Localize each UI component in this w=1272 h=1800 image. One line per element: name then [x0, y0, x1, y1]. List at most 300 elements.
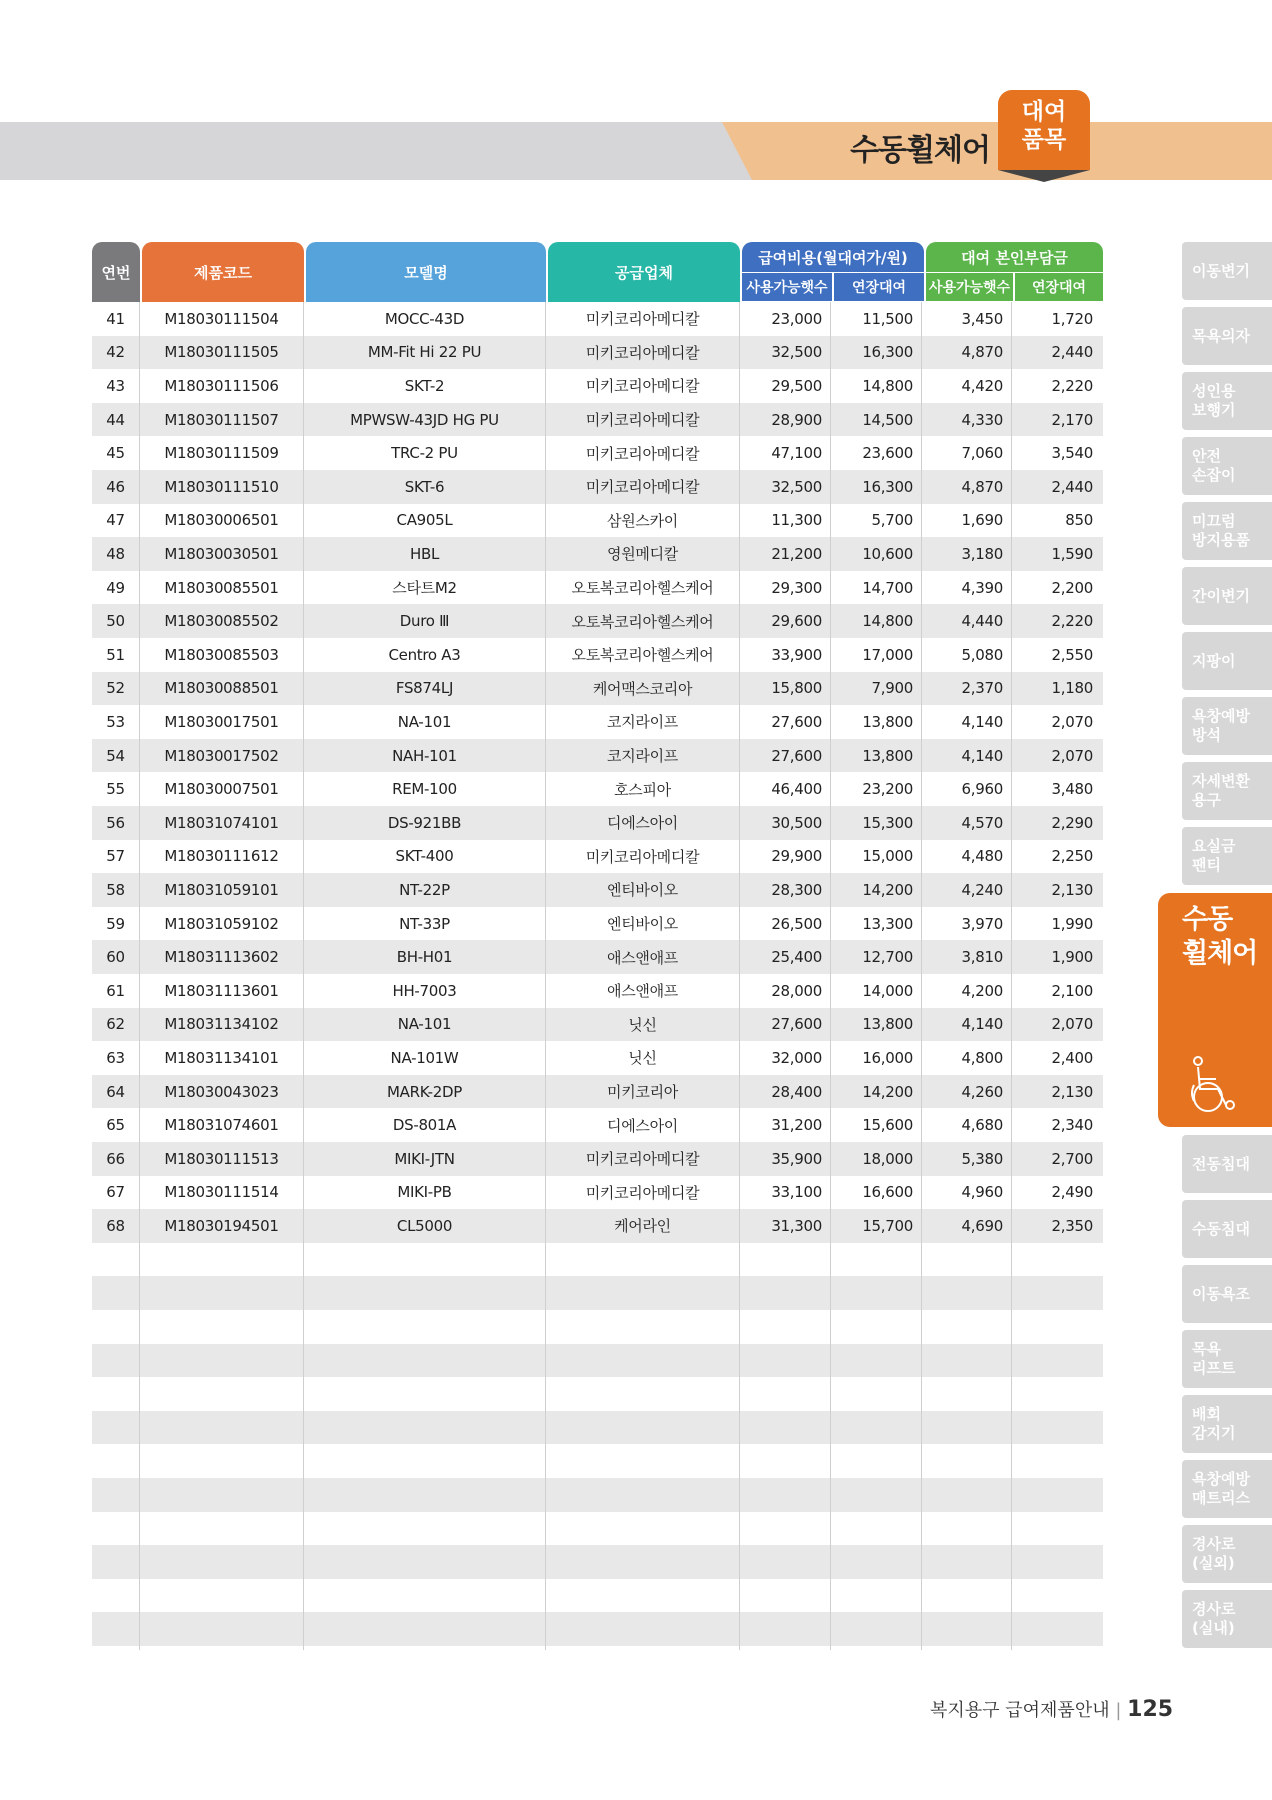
cell-supplier: 오토복코리아헬스케어	[571, 579, 714, 598]
cell-code: M18030111612	[164, 847, 279, 866]
cell-index: 65	[106, 1116, 125, 1135]
cell-copay-avail: 5,080	[961, 645, 1003, 664]
cell-supplier: 미키코리아메디칼	[585, 310, 700, 329]
sidebar-item[interactable]	[1182, 827, 1272, 885]
cell-index: 55	[106, 780, 125, 799]
cell-benefit-ext: 14,800	[862, 612, 913, 631]
cell-supplier: 코지라이프	[607, 747, 678, 766]
cell-copay-ext: 2,170	[1051, 410, 1093, 429]
page-title: 수동휠체어	[850, 133, 990, 168]
cell-benefit-ext: 14,200	[862, 1082, 913, 1101]
cell-copay-avail: 4,800	[961, 1048, 1003, 1067]
table-row	[92, 1108, 1103, 1142]
cell-model: Centro A3	[388, 645, 461, 664]
cell-code: M18030111505	[164, 343, 279, 362]
sidebar-item[interactable]	[1182, 1460, 1272, 1518]
cell-benefit-ext: 15,300	[862, 813, 913, 832]
cell-benefit-ext: 13,800	[862, 746, 913, 765]
table-row	[92, 974, 1103, 1008]
cell-index: 66	[106, 1149, 125, 1168]
cell-copay-ext: 2,440	[1051, 343, 1093, 362]
cell-model: DS-801A	[392, 1116, 457, 1135]
cell-model: NT-22P	[399, 880, 450, 899]
cell-index: 54	[106, 746, 125, 765]
cell-benefit-avail: 28,900	[771, 410, 822, 429]
cell-benefit-avail: 21,200	[771, 544, 822, 563]
cell-benefit-ext: 14,200	[862, 880, 913, 899]
cell-benefit-ext: 18,000	[862, 1149, 913, 1168]
sidebar-item-active[interactable]	[1158, 893, 1272, 1127]
cell-benefit-avail: 35,900	[771, 1149, 822, 1168]
column-divider	[739, 302, 740, 1650]
cell-code: M18030111504	[164, 309, 279, 328]
table-row	[92, 369, 1103, 403]
cell-benefit-ext: 10,600	[862, 544, 913, 563]
cell-index: 63	[106, 1048, 125, 1067]
cell-copay-ext: 850	[1065, 511, 1093, 530]
cell-index: 57	[106, 847, 125, 866]
cell-copay-ext: 2,100	[1051, 981, 1093, 1000]
sidebar-item-label: 지팡이	[1192, 651, 1236, 670]
cell-model: SKT-6	[404, 477, 445, 496]
tag-tail	[998, 170, 1090, 182]
sidebar-active-label: 수동 휠체어	[1182, 904, 1258, 969]
cell-benefit-avail: 31,300	[771, 1216, 822, 1235]
table-row	[92, 1243, 1103, 1277]
cell-copay-avail: 4,260	[961, 1082, 1003, 1101]
sidebar-item-label: 목욕의자	[1192, 326, 1250, 345]
cell-supplier: 닛신	[628, 1049, 657, 1068]
page-number: 125	[1127, 1697, 1174, 1722]
table-row	[92, 302, 1103, 336]
cell-code: M18030111513	[164, 1149, 279, 1168]
cell-benefit-avail: 31,200	[771, 1116, 822, 1135]
cell-supplier: 미키코리아메디칼	[585, 847, 700, 866]
table-row	[92, 1008, 1103, 1042]
cell-copay-avail: 3,970	[961, 914, 1003, 933]
cell-copay-avail: 4,440	[961, 612, 1003, 631]
table-row	[92, 1310, 1103, 1344]
cell-index: 47	[106, 511, 125, 530]
cell-benefit-ext: 15,000	[862, 847, 913, 866]
sidebar-item-label: 욕창예방 방석	[1192, 707, 1250, 744]
cell-index: 62	[106, 1015, 125, 1034]
cell-code: M18031059102	[164, 914, 279, 933]
cell-code: M18030007501	[164, 780, 279, 799]
sidebar-item-label: 욕창예방 매트리스	[1192, 1470, 1250, 1507]
cell-model: NAH-101	[392, 746, 457, 765]
cell-benefit-avail: 27,600	[771, 1015, 822, 1034]
cell-supplier: 미키코리아메디칼	[585, 478, 700, 497]
wheelchair-icon	[1188, 1055, 1240, 1113]
cell-index: 53	[106, 712, 125, 731]
cell-supplier: 영원메디칼	[607, 545, 678, 564]
cell-copay-avail: 3,810	[961, 948, 1003, 967]
cell-benefit-avail: 47,100	[771, 444, 822, 463]
column-divider	[1011, 302, 1012, 1650]
cell-copay-avail: 4,960	[961, 1183, 1003, 1202]
cell-code: M18031074601	[164, 1116, 279, 1135]
cell-copay-avail: 4,140	[961, 1015, 1003, 1034]
cell-supplier: 애스앤애프	[607, 982, 678, 1001]
table-row	[92, 504, 1103, 538]
sidebar-item[interactable]	[1182, 502, 1272, 560]
cell-supplier: 미키코리아메디칼	[585, 1183, 700, 1202]
sidebar-item-label: 목욕 리프트	[1192, 1340, 1236, 1377]
table-row	[92, 1209, 1103, 1243]
cell-code: M18030017501	[164, 712, 279, 731]
col-header-code: 제품코드	[142, 242, 304, 302]
cell-code: M18030111507	[164, 410, 279, 429]
table-row	[92, 1579, 1103, 1613]
category-tag-label	[998, 98, 1090, 154]
cell-copay-ext: 2,250	[1051, 847, 1093, 866]
cell-index: 42	[106, 343, 125, 362]
cell-model: MIKI-PB	[397, 1183, 452, 1202]
table-row	[92, 1041, 1103, 1075]
sidebar-item[interactable]	[1182, 1135, 1272, 1193]
cell-model: MM-Fit Hi 22 PU	[367, 343, 482, 362]
sidebar-item[interactable]	[1182, 307, 1272, 365]
cell-index: 49	[106, 578, 125, 597]
cell-copay-avail: 3,180	[961, 544, 1003, 563]
cell-index: 59	[106, 914, 125, 933]
sidebar-item[interactable]	[1182, 567, 1272, 625]
col-header-copay: 대여 본인부담금	[926, 242, 1103, 272]
sidebar-item[interactable]	[1182, 1265, 1272, 1323]
table-row	[92, 1344, 1103, 1378]
cell-copay-avail: 4,570	[961, 813, 1003, 832]
cell-supplier: 미키코리아메디칼	[585, 411, 700, 430]
cell-index: 45	[106, 444, 125, 463]
cell-supplier: 오토복코리아헬스케어	[571, 612, 714, 631]
sidebar-item-label: 이동변기	[1192, 261, 1250, 280]
sidebar-item[interactable]	[1182, 1525, 1272, 1583]
sidebar-item[interactable]	[1182, 437, 1272, 495]
cell-code: M18030111506	[164, 376, 279, 395]
cell-supplier: 케어라인	[614, 1217, 671, 1236]
cell-supplier: 미키코리아메디칼	[585, 1150, 700, 1169]
cell-copay-avail: 4,240	[961, 880, 1003, 899]
table-row	[92, 336, 1103, 370]
cell-copay-ext: 2,220	[1051, 376, 1093, 395]
cell-benefit-ext: 13,300	[862, 914, 913, 933]
table-row	[92, 1276, 1103, 1310]
sidebar-item-label: 자세변환 용구	[1192, 772, 1250, 809]
cell-copay-ext: 3,480	[1051, 780, 1093, 799]
cell-benefit-avail: 28,400	[771, 1082, 822, 1101]
sidebar-item-label: 배회 감지기	[1192, 1405, 1236, 1442]
cell-copay-avail: 2,370	[961, 679, 1003, 698]
cell-index: 61	[106, 981, 125, 1000]
sidebar-item[interactable]	[1182, 1590, 1272, 1648]
cell-copay-ext: 1,900	[1051, 948, 1093, 967]
cell-model: CL5000	[396, 1216, 453, 1235]
cell-benefit-avail: 23,000	[771, 309, 822, 328]
cell-copay-ext: 1,590	[1051, 544, 1093, 563]
cell-supplier: 애스앤애프	[607, 948, 678, 967]
cell-copay-ext: 1,720	[1051, 309, 1093, 328]
cell-index: 58	[106, 880, 125, 899]
cell-benefit-ext: 7,900	[871, 679, 913, 698]
cell-copay-avail: 4,200	[961, 981, 1003, 1000]
cell-benefit-ext: 16,600	[862, 1183, 913, 1202]
sidebar-item[interactable]	[1182, 697, 1272, 755]
cell-supplier: 코지라이프	[607, 713, 678, 732]
table-row	[92, 1478, 1103, 1512]
tag-line-2: 품목	[1021, 127, 1067, 153]
cell-code: M18030043023	[164, 1082, 279, 1101]
sidebar-item[interactable]	[1182, 1200, 1272, 1258]
cell-code: M18030017502	[164, 746, 279, 765]
subheader-copay-avail: 사용가능햇수	[926, 273, 1013, 301]
cell-code: M18031059101	[164, 880, 279, 899]
cell-copay-avail: 4,870	[961, 343, 1003, 362]
cell-copay-avail: 5,380	[961, 1149, 1003, 1168]
cell-benefit-avail: 27,600	[771, 746, 822, 765]
cell-copay-ext: 2,070	[1051, 712, 1093, 731]
cell-model: CA905L	[396, 511, 453, 530]
cell-benefit-avail: 25,400	[771, 948, 822, 967]
cell-copay-ext: 2,490	[1051, 1183, 1093, 1202]
cell-copay-avail: 4,680	[961, 1116, 1003, 1135]
cell-supplier: 삼원스카이	[607, 511, 678, 530]
cell-model: DS-921BB	[387, 813, 462, 832]
cell-benefit-avail: 15,800	[771, 679, 822, 698]
cell-index: 41	[106, 309, 125, 328]
cell-benefit-avail: 32,000	[771, 1048, 822, 1067]
cell-index: 51	[106, 645, 125, 664]
cell-benefit-ext: 13,800	[862, 712, 913, 731]
table-row	[92, 403, 1103, 437]
cell-supplier: 미키코리아메디칼	[585, 377, 700, 396]
column-divider	[830, 302, 831, 1650]
cell-code: M18031113602	[164, 948, 279, 967]
sidebar-item-label: 경사로 (실외)	[1192, 1535, 1236, 1572]
cell-benefit-ext: 23,200	[862, 780, 913, 799]
cell-index: 48	[106, 544, 125, 563]
sidebar-item-label: 수동침대	[1192, 1219, 1250, 1238]
cell-copay-avail: 4,690	[961, 1216, 1003, 1235]
table-row	[92, 470, 1103, 504]
cell-copay-avail: 4,390	[961, 578, 1003, 597]
cell-benefit-ext: 11,500	[862, 309, 913, 328]
cell-model: SKT-2	[404, 376, 445, 395]
table-row	[92, 1512, 1103, 1546]
cell-index: 43	[106, 376, 125, 395]
cell-model: NA-101	[397, 1015, 452, 1034]
subheader-copay-ext: 연장대여	[1015, 273, 1103, 301]
sidebar-item[interactable]	[1182, 372, 1272, 430]
cell-copay-ext: 2,350	[1051, 1216, 1093, 1235]
cell-copay-ext: 2,070	[1051, 746, 1093, 765]
subheader-benefit-ext: 연장대여	[834, 273, 924, 301]
cell-index: 46	[106, 477, 125, 496]
cell-supplier: 닛신	[628, 1015, 657, 1034]
cell-model: SKT-400	[395, 847, 454, 866]
cell-benefit-avail: 30,500	[771, 813, 822, 832]
cell-supplier: 미키코리아메디칼	[585, 444, 700, 463]
tag-line-1: 대여	[1021, 99, 1067, 125]
cell-copay-avail: 3,450	[961, 309, 1003, 328]
sidebar-item-label: 성인용 보행기	[1192, 382, 1236, 419]
table-row	[92, 571, 1103, 605]
table-header	[92, 242, 1103, 302]
cell-copay-avail: 4,420	[961, 376, 1003, 395]
cell-code: M18031134101	[164, 1048, 279, 1067]
cell-benefit-avail: 32,500	[771, 343, 822, 362]
category-tag	[998, 90, 1090, 170]
cell-model: MARK-2DP	[386, 1082, 463, 1101]
cell-model: MOCC-43D	[384, 309, 465, 328]
cell-benefit-ext: 15,700	[862, 1216, 913, 1235]
cell-benefit-avail: 28,000	[771, 981, 822, 1000]
sidebar-item-label: 이동욕조	[1192, 1284, 1250, 1303]
cell-copay-avail: 6,960	[961, 780, 1003, 799]
table-row	[92, 739, 1103, 773]
cell-code: M18031134102	[164, 1015, 279, 1034]
cell-code: M18030194501	[164, 1216, 279, 1235]
sidebar-item-label: 미끄럼 방지용품	[1192, 512, 1250, 549]
sidebar-item-label: 안전 손잡이	[1192, 447, 1236, 484]
sidebar-item-label: 전동침대	[1192, 1154, 1250, 1173]
cell-index: 68	[106, 1216, 125, 1235]
cell-benefit-ext: 5,700	[871, 511, 913, 530]
cell-benefit-ext: 17,000	[862, 645, 913, 664]
cell-model: TRC-2 PU	[391, 444, 458, 463]
cell-benefit-ext: 15,600	[862, 1116, 913, 1135]
table-row	[92, 907, 1103, 941]
cell-index: 56	[106, 813, 125, 832]
cell-supplier: 디에스아이	[607, 814, 678, 833]
cell-model: NA-101	[397, 712, 452, 731]
sidebar-item-label: 경사로 (실내)	[1192, 1600, 1236, 1637]
cell-copay-avail: 4,330	[961, 410, 1003, 429]
subheader-benefit-avail: 사용가능햇수	[742, 273, 832, 301]
cell-benefit-ext: 23,600	[862, 444, 913, 463]
col-header-supplier: 공급업체	[548, 242, 740, 302]
table-row	[92, 1075, 1103, 1109]
cell-benefit-avail: 26,500	[771, 914, 822, 933]
cell-model: 스타트M2	[392, 579, 457, 598]
cell-code: M18030085502	[164, 612, 279, 631]
table-row	[92, 1176, 1103, 1210]
table-row	[92, 1411, 1103, 1445]
cell-index: 52	[106, 679, 125, 698]
cell-supplier: 디에스아이	[607, 1116, 678, 1135]
sidebar-item[interactable]	[1182, 1330, 1272, 1388]
cell-supplier: 엔티바이오	[607, 881, 678, 900]
cell-code: M18030111509	[164, 444, 279, 463]
cell-supplier: 호스피아	[614, 780, 671, 799]
cell-model: Duro Ⅲ	[399, 612, 450, 631]
cell-benefit-ext: 16,000	[862, 1048, 913, 1067]
table-row	[92, 1545, 1103, 1579]
cell-benefit-ext: 13,800	[862, 1015, 913, 1034]
sidebar-item[interactable]	[1182, 242, 1272, 300]
table-row	[92, 1444, 1103, 1478]
cell-code: M18030030501	[164, 544, 279, 563]
cell-benefit-ext: 14,500	[862, 410, 913, 429]
cell-benefit-ext: 14,000	[862, 981, 913, 1000]
sidebar-item[interactable]	[1182, 1395, 1272, 1453]
table-row	[92, 806, 1103, 840]
cell-copay-avail: 4,140	[961, 712, 1003, 731]
cell-benefit-avail: 33,900	[771, 645, 822, 664]
header-accent	[722, 122, 1272, 180]
cell-supplier: 엔티바이오	[607, 915, 678, 934]
cell-code: M18030085503	[164, 645, 279, 664]
col-header-index: 연번	[92, 242, 140, 302]
table-row	[92, 705, 1103, 739]
cell-copay-ext: 1,180	[1051, 679, 1093, 698]
cell-copay-ext: 2,290	[1051, 813, 1093, 832]
cell-benefit-ext: 16,300	[862, 477, 913, 496]
cell-benefit-avail: 29,900	[771, 847, 822, 866]
cell-code: M18030085501	[164, 578, 279, 597]
cell-copay-ext: 2,130	[1051, 1082, 1093, 1101]
cell-supplier: 케어맥스코리아	[592, 679, 693, 698]
cell-supplier: 오토복코리아헬스케어	[571, 646, 714, 665]
sidebar-item[interactable]	[1182, 632, 1272, 690]
cell-benefit-avail: 32,500	[771, 477, 822, 496]
cell-copay-ext: 1,990	[1051, 914, 1093, 933]
cell-code: M18030006501	[164, 511, 279, 530]
cell-benefit-ext: 14,800	[862, 376, 913, 395]
cell-copay-ext: 2,220	[1051, 612, 1093, 631]
cell-index: 60	[106, 948, 125, 967]
table-row	[92, 1142, 1103, 1176]
cell-benefit-ext: 12,700	[862, 948, 913, 967]
cell-copay-avail: 4,140	[961, 746, 1003, 765]
cell-benefit-avail: 46,400	[771, 780, 822, 799]
cell-index: 67	[106, 1183, 125, 1202]
cell-code: M18031074101	[164, 813, 279, 832]
table-row	[92, 1612, 1103, 1646]
cell-copay-ext: 2,200	[1051, 578, 1093, 597]
cell-code: M18030111514	[164, 1183, 279, 1202]
cell-model: REM-100	[392, 780, 457, 799]
cell-index: 64	[106, 1082, 125, 1101]
cell-benefit-avail: 29,300	[771, 578, 822, 597]
table-row	[92, 436, 1103, 470]
column-divider	[921, 302, 922, 1650]
cell-copay-ext: 2,130	[1051, 880, 1093, 899]
cell-copay-ext: 2,550	[1051, 645, 1093, 664]
cell-copay-avail: 1,690	[961, 511, 1003, 530]
table-row	[92, 772, 1103, 806]
cell-benefit-avail: 33,100	[771, 1183, 822, 1202]
cell-model: NT-33P	[399, 914, 450, 933]
cell-index: 50	[106, 612, 125, 631]
cell-copay-ext: 2,070	[1051, 1015, 1093, 1034]
cell-benefit-avail: 27,600	[771, 712, 822, 731]
table-row	[92, 537, 1103, 571]
cell-benefit-avail: 29,500	[771, 376, 822, 395]
cell-supplier: 미키코리아	[607, 1083, 678, 1102]
sidebar-item[interactable]	[1182, 762, 1272, 820]
table-row	[92, 873, 1103, 907]
table-row	[92, 840, 1103, 874]
table-row	[92, 672, 1103, 706]
cell-copay-ext: 2,340	[1051, 1116, 1093, 1135]
cell-copay-ext: 3,540	[1051, 444, 1093, 463]
table-row	[92, 1377, 1103, 1411]
product-table	[92, 242, 1103, 1236]
cell-model: FS874LJ	[395, 679, 454, 698]
cell-benefit-ext: 14,700	[862, 578, 913, 597]
cell-benefit-ext: 16,300	[862, 343, 913, 362]
